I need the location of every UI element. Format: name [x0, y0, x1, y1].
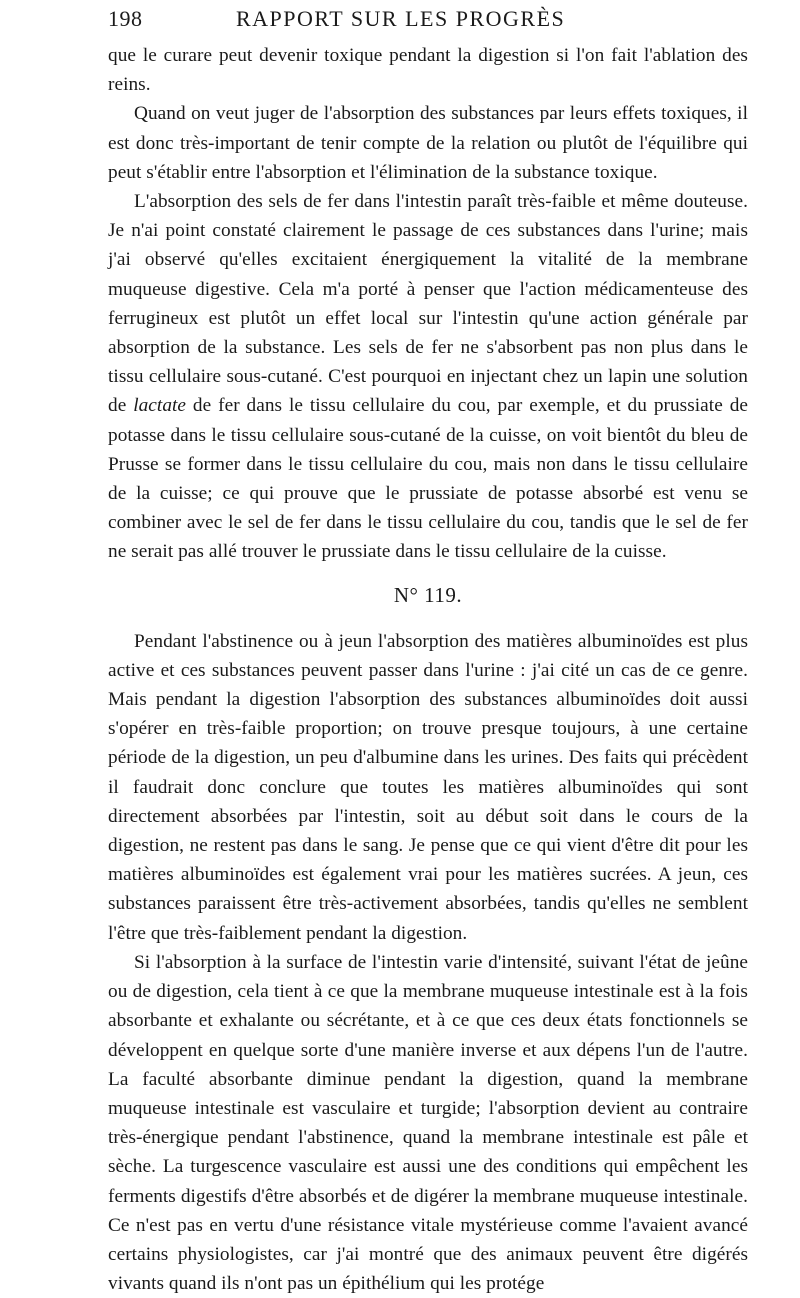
- paragraph: Quand on veut juger de l'absorption des substances par leurs effets toxiques, il est donc très-important de tenir compte de la relation ou plutôt de l'équilibre qui peut s'établir entre l'absorption et l'élimination de la substance toxique.: [108, 103, 748, 183]
- italic-term: lactate: [133, 395, 187, 417]
- section-number: N° 119.: [393, 582, 463, 607]
- paragraph-text: de fer dans le tissu cellulaire du cou, par exemple, et du prussiate de potasse dans le tissu cellulaire sous-cutané de la cuisse, on voit bientôt du bleu de Prusse se former dans le tissu cellulaire du cou, mais non dans le tissu cellulaire de la cuisse; ce qui prouve que le prussiate de potasse absorbé est venu se combiner avec le sel de fer dans le tissu cellulaire du cou, tandis que le sel de fer ne serait pas allé trouver le prussiate dans le tissu cellulaire de la cuisse.: [108, 395, 748, 563]
- paragraph-continuation: que le curare peut devenir toxique pendant la digestion si l'on fait l'ablation des reins.: [108, 45, 748, 96]
- running-head: [108, 0, 748, 40]
- body-text: [108, 41, 748, 1298]
- page-number: 198: [108, 6, 143, 31]
- paragraph-text: L'absorption des sels de fer dans l'intestin paraît très-faible et même douteuse. Je n'ai point constaté clairement le passage de ces substances dans l'urine; mais j'ai observé qu'elles excitaient énergiquement la vitalité de la membrane muqueuse digestive. Cela m'a porté à penser que l'action médicamenteuse des ferrugineux est plutôt un effet local sur l'intestin qu'une action générale par absorption de la substance. Les sels de fer ne s'absorbent pas non plus dans le tissu cellulaire sous-cutané. C'est pourquoi en injectant chez un lapin une solution de: [108, 191, 748, 417]
- paragraph: Si l'absorption à la surface de l'intestin varie d'intensité, suivant l'état de jeûne ou de digestion, cela tient à ce que la membrane muqueuse intestinale est à la fois absorbante et exhalante ou sécrétante, et à ce que ces deux états fonctionnels se développent en quelque sorte d'une manière inverse et aux dépens l'un de l'autre. La faculté absorbante diminue pendant la digestion, quand la membrane muqueuse intestinale est vasculaire et turgide; l'absorption devient au contraire très-énergique pendant l'abstinence, quand la membrane intestinale est pâle et sèche. La turgescence vasculaire est aussi une des conditions qui empêchent les ferments digestifs d'être absorbés et de digérer la membrane muqueuse intestinale. Ce n'est pas en vertu d'une résistance vitale mystérieuse comme l'avaient avancé certains physiologistes, car j'ai montré que des animaux peuvent être digérés vivants quand ils n'ont pas un épithélium qui les protége: [108, 951, 748, 1295]
- running-title: RAPPORT SUR LES PROGRÈS: [236, 6, 566, 31]
- paragraph: Pendant l'abstinence ou à jeun l'absorption des matières albuminoïdes est plus active et ces substances peuvent passer dans l'urine : j'ai cité un cas de ce genre. Mais pendant la digestion l'absorption des substances albuminoïdes doit aussi s'opérer en très-faible proportion; on trouve presque toujours, à une certaine période de la digestion, un peu d'albumine dans les urines. Des faits qui précèdent il faudrait donc conclure que toutes les matières albuminoïdes qui sont directement absorbées par l'intestin, soit au début soit dans le cours de la digestion, ne restent pas dans le sang. Je pense que ce qui vient d'être dit pour les matières albuminoïdes est également vrai pour les matières sucrées. A jeun, ces substances paraissent être très-activement absorbées, tandis qu'elles ne semblent l'être que très-faiblement pendant la digestion.: [108, 630, 748, 944]
- paragraph: [108, 187, 748, 567]
